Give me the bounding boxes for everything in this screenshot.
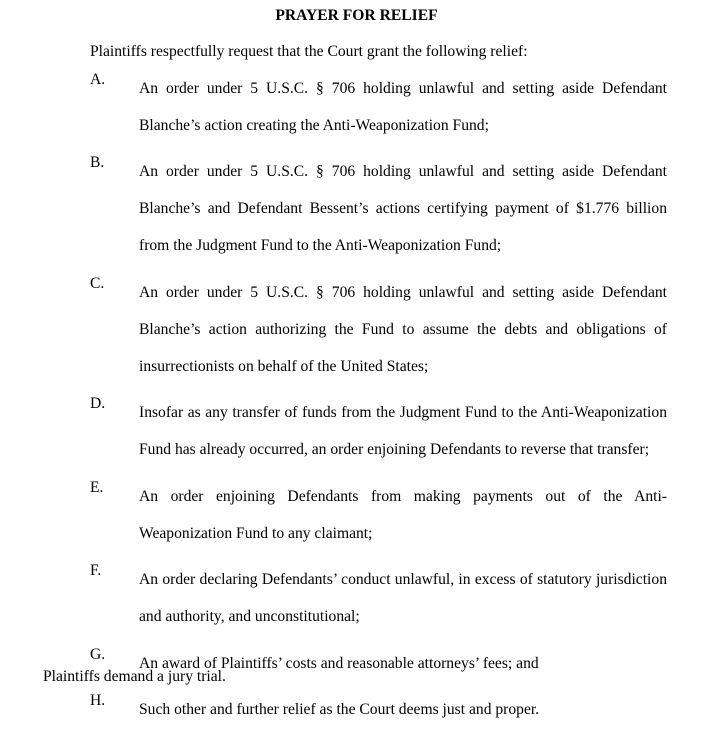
relief-item-e [0,478,713,552]
relief-list [0,70,713,746]
relief-item-letter: B. [90,154,105,171]
relief-item-text: An order under 5 U.S.C. § 706 holding unlawful and setting aside Defendant Blanche’s action authorizing the Fund to assume the debts and obligations of insurrectionists on behalf of the United States; [139,283,667,375]
relief-item-letter: F. [90,562,102,579]
relief-item-letter: C. [90,274,105,292]
relief-item-text: An award of Plaintiffs’ costs and reasonable attorneys’ fees; and [139,654,539,672]
relief-item-f [0,561,713,635]
relief-item-text: Insofar as any transfer of funds from the Judgment Fund to the Anti-Weaponization Fund has already occurred, an order enjoining Defendants to reverse that transfer; [139,404,667,458]
intro-paragraph: Plaintiffs respectfully request that the Court grant the following relief: [90,43,528,60]
relief-item-d [0,394,713,468]
relief-item-b [0,153,713,264]
relief-item-text: Such other and further relief as the Court deems just and proper. [139,701,540,718]
section-title: PRAYER FOR RELIEF [275,7,438,24]
relief-item-letter: G. [90,645,106,663]
relief-item-text: An order declaring Defendants’ conduct unlawful, in excess of statutory jurisdiction and authority, and unconstitutional; [139,571,667,625]
relief-item-c [0,274,713,385]
relief-item-text: An order enjoining Defendants from making payments out of the Anti-Weaponization Fund to any claimant; [139,487,667,542]
relief-item-letter: D. [90,395,106,412]
relief-item-text: An order under 5 U.S.C. § 706 holding unlawful and setting aside Defendant Blanche’s action creating the Anti-Weaponization Fund; [139,79,667,134]
relief-item-letter: A. [90,70,106,88]
relief-item-a [0,70,713,144]
relief-item-letter: H. [90,692,106,709]
relief-item-h [0,691,713,728]
relief-item-text: An order under 5 U.S.C. § 706 holding unlawful and setting aside Defendant Blanche’s and Defendant Bessent’s actions certifying payment of $1.776 billion from the Judgment Fund to the Anti-Weaponization Fund; [139,163,667,254]
relief-item-letter: E. [90,478,104,496]
jury-demand: Plaintiffs demand a jury trial. [43,668,226,685]
